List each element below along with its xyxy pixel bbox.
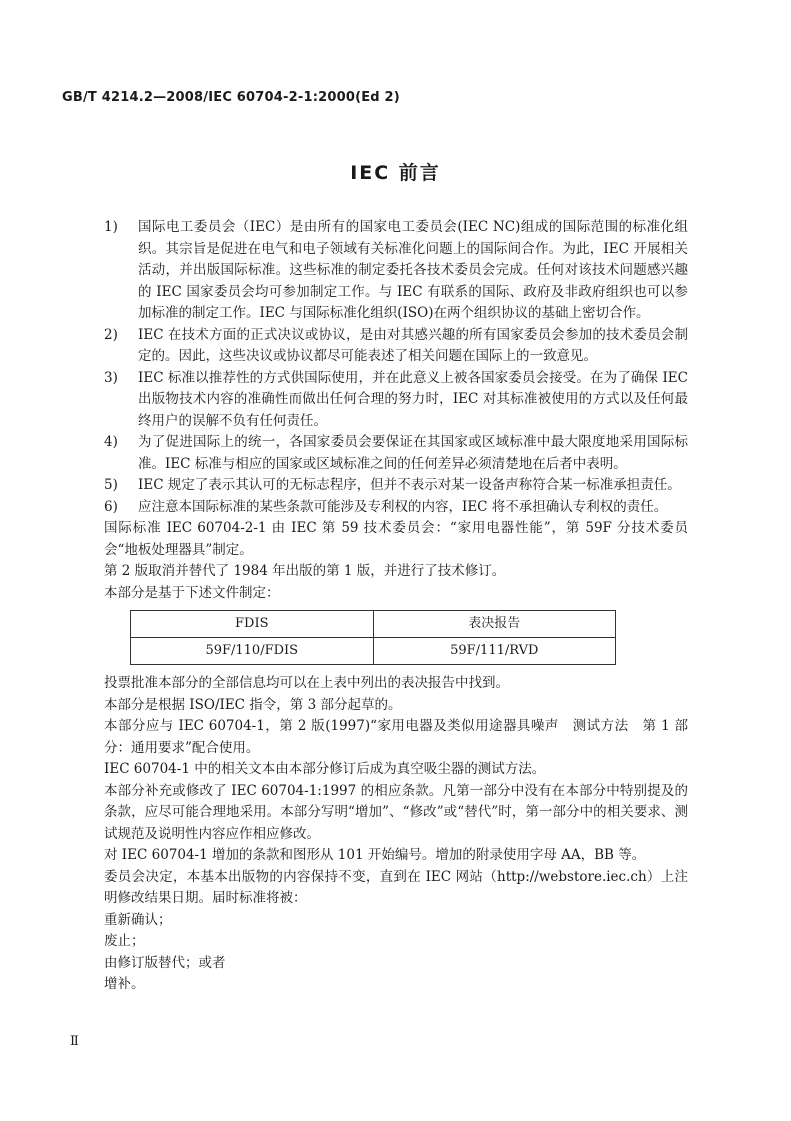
- paragraphs-before-table: [104, 518, 688, 604]
- list-item: [104, 368, 688, 433]
- list-item-number: 5): [104, 477, 118, 493]
- list-item-number: 6): [104, 498, 118, 515]
- document-body: [104, 217, 688, 996]
- paragraph: 本部分是根据 ISO/IEC 指令，第 3 部分起草的。: [104, 696, 402, 713]
- table-header-vote-report: 表决报告: [373, 611, 616, 638]
- paragraph: IEC 60704-1 中的相关文本由本部分修订后成为真空吸尘器的测试方法。: [104, 761, 546, 777]
- numbered-list: [104, 217, 688, 518]
- list-item: [104, 432, 688, 475]
- paragraph: 本部分补充或修改了 IEC 60704-1:1997 的相应条款。凡第一部分中没有在本部分中特别提及的条款，应尽可能合理地采用。本部分写明“增加”、“修改”或“替代”时，第一部分中的相关要求、测试规范及说明性内容应作相应修改。: [104, 782, 688, 842]
- list-item: [104, 325, 688, 368]
- paragraph: 对 IEC 60704-1 增加的条款和图形从 101 开始编号。增加的附录使用字母 AA，BB 等。: [104, 847, 646, 863]
- list-item: [104, 475, 688, 497]
- paragraphs-after-table: [104, 673, 688, 910]
- list-item-text: 为了促进国际上的统一，各国家委员会要保证在其国家或区域标准中最大限度地采用国际标准。IEC 标准与相应的国家或区域标准之间的任何差异必须清楚地在后者中表明。: [138, 434, 688, 472]
- paragraph: 国际标准 IEC 60704-2-1 由 IEC 第 59 技术委员会：“家用电器性能”，第 59F 分技术委员会“地板处理器具”制定。: [104, 520, 688, 558]
- option-item: 由修订版替代；或者: [104, 954, 226, 971]
- table-row: [131, 638, 616, 665]
- list-item-text: IEC 在技术方面的正式决议或协议，是由对其感兴趣的所有国家委员会参加的技术委员会制定的。因此，这些决议或协议都尽可能表述了相关问题在国际上的一致意见。: [138, 326, 688, 364]
- page-number: Ⅱ: [70, 1034, 79, 1049]
- paragraph: 本部分应与 IEC 60704-1，第 2 版(1997)“家用电器及类似用途器具噪声 测试方法 第 1 部分：通用要求”配合使用。: [104, 718, 688, 756]
- paragraph: 第 2 版取消并替代了 1984 年出版的第 1 版，并进行了技术修订。: [104, 563, 506, 579]
- list-item-number: 4): [104, 434, 118, 450]
- status-options-list: [104, 910, 688, 996]
- page-title: IEC 前言: [350, 162, 441, 184]
- paragraph: 委员会决定，本基本出版物的内容保持不变，直到在 IEC 网站（http://webstore.iec.ch）上注明修改结果日期。届时标准将被：: [104, 868, 688, 906]
- list-item-text: 国际电工委员会（IEC）是由所有的国家电工委员会(IEC NC)组成的国际范围的标准化组织。其宗旨是促进在电气和电子领域有关标准化问题上的国际间合作。为此，IEC 开展相关活动，并出版国际标准。这些标准的制定委托各技术委员会完成。任何对该技术问题感兴趣的 IEC 国家委员会均可参加制定工作。与 IEC 有联系的国际、政府及非政府组织也可以参加标准的制定工作。IEC 与国际标准化组织(ISO)在两个组织协议的基础上密切合作。: [138, 219, 688, 321]
- list-item-number: 1): [104, 219, 118, 235]
- table-cell-fdis: 59F/110/FDIS: [131, 638, 374, 665]
- list-item: [104, 217, 688, 325]
- list-item-text: 应注意本国际标准的某些条款可能涉及专利权的内容，IEC 将不承担确认专利权的责任。: [138, 498, 668, 515]
- list-item-number: 2): [104, 326, 118, 343]
- option-item: 废止；: [104, 933, 145, 949]
- list-item-text: IEC 标准以推荐性的方式供国际使用，并在此意义上被各国家委员会接受。在为了确保 IEC 出版物技术内容的准确性而做出任何合理的努力时，IEC 对其标准被使用的方式以及任何最终用户的误解不负有任何责任。: [138, 369, 688, 429]
- option-item: 增补。: [104, 976, 145, 992]
- table-header-row: [131, 611, 616, 638]
- paragraph: 本部分是基于下述文件制定：: [104, 584, 280, 601]
- option-item: 重新确认；: [104, 911, 172, 928]
- documents-table: [130, 610, 616, 665]
- table-header-fdis: FDIS: [131, 611, 374, 638]
- table-cell-rvd: 59F/111/RVD: [373, 638, 616, 665]
- list-item-number: 3): [104, 369, 118, 386]
- document-header: GB/T 4214.2—2008/IEC 60704-2-1:2000(Ed 2): [62, 90, 400, 105]
- list-item-text: IEC 规定了表示其认可的无标志程序，但并不表示对某一设备声称符合某一标准承担责任。: [138, 477, 681, 493]
- list-item: [104, 497, 688, 519]
- paragraph: 投票批准本部分的全部信息均可以在上表中列出的表决报告中找到。: [104, 675, 509, 691]
